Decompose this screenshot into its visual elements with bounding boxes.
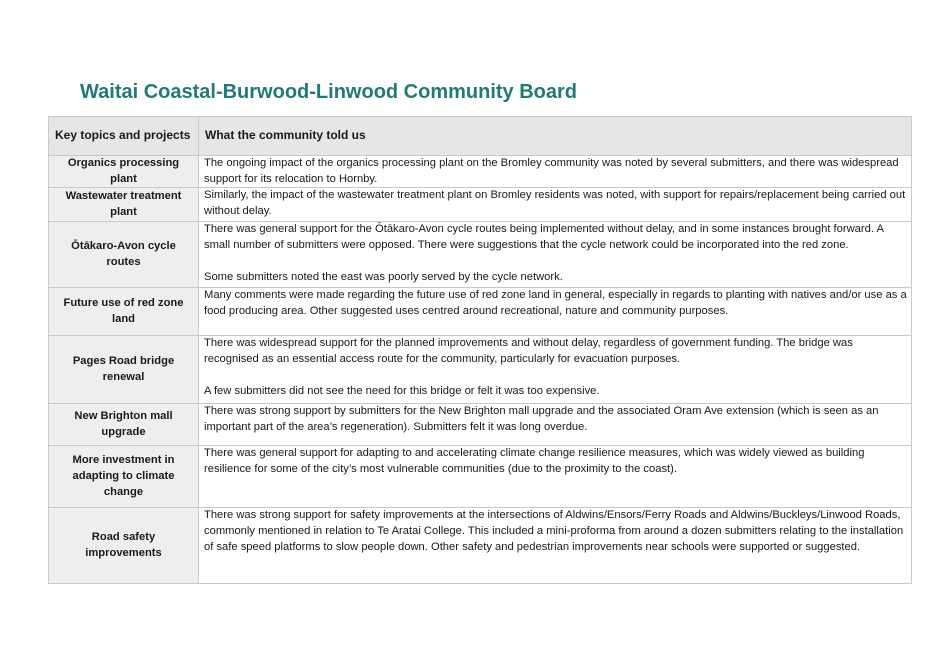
feedback-paragraph: A few submitters did not see the need for this bridge or felt it was too expensive. [204, 384, 600, 397]
feedback-paragraph: Some submitters noted the east was poorly served by the cycle network. [204, 270, 563, 283]
feedback-paragraph: There was general support for adapting to and accelerating climate change resilience measures, which was widely viewed as building resilience for some of the city’s most vulnerable communities (due to the proximity to the coast). [204, 447, 865, 476]
topic-cell: Organics processing plant [49, 156, 199, 188]
feedback-cell [199, 508, 912, 584]
topic-cell: More investment in adapting to climate change [49, 446, 199, 508]
table-row [49, 336, 912, 404]
feedback-paragraph: Similarly, the impact of the wastewater treatment plant on Bromley residents was noted, with support for repairs/replacement being carried out without delay. [204, 189, 906, 218]
topic-cell: Pages Road bridge renewal [49, 336, 199, 404]
feedback-cell [199, 156, 912, 188]
table-row [49, 156, 912, 188]
feedback-paragraph: There was general support for the Ōtākaro-Avon cycle routes being implemented without delay, and in some instances brought forward. A small number of submitters were opposed. There were suggestions that the cycle network could be incorporated into the red zone. [204, 223, 884, 252]
feedback-paragraph: There was widespread support for the planned improvements and without delay, regardless of government funding. The bridge was recognised as an essential access route for the community, particularly for evacuation purposes. [204, 337, 853, 366]
topic-cell: New Brighton mall upgrade [49, 404, 199, 446]
feedback-cell [199, 188, 912, 222]
feedback-cell [199, 222, 912, 288]
feedback-cell [199, 446, 912, 508]
table-row [49, 404, 912, 446]
header-community-feedback: What the community told us [199, 117, 912, 156]
feedback-paragraph: There was strong support by submitters for the New Brighton mall upgrade and the associated Oram Ave extension (which is seen as an important part of the area’s regeneration). Submitters felt it was long overdue. [204, 405, 879, 434]
community-feedback-table [48, 116, 912, 584]
table-row [49, 222, 912, 288]
table-row [49, 288, 912, 336]
feedback-paragraph: Many comments were made regarding the future use of red zone land in general, especially in regards to planting with natives and/or use as a food producing area. Other suggested uses centred around recreational, nature and community purposes. [204, 289, 907, 318]
header-key-topics: Key topics and projects [49, 117, 199, 156]
topic-cell: Future use of red zone land [49, 288, 199, 336]
feedback-cell [199, 336, 912, 404]
table-row [49, 188, 912, 222]
page-title: Waitai Coastal-Burwood-Linwood Community Board [80, 81, 578, 103]
table-row [49, 508, 912, 584]
topic-cell: Ōtākaro-Avon cycle routes [49, 222, 199, 288]
feedback-paragraph: There was strong support for safety improvements at the intersections of Aldwins/Ensors/Ferry Roads and Aldwins/Buckleys/Linwood Roads, commonly mentioned in relation to Te Aratai College. This included a mini-proforma from around a dozen submitters relating to the installation of safe speed platforms to slow people down. Other safety and pedestrian improvements near schools were supported or suggested. [204, 509, 904, 553]
feedback-paragraph: The ongoing impact of the organics processing plant on the Bromley community was noted by several submitters, and there was widespread support for its relocation to Hornby. [204, 157, 899, 185]
topic-cell: Road safety improvements [49, 508, 199, 584]
feedback-cell [199, 288, 912, 336]
table-row [49, 446, 912, 508]
feedback-cell [199, 404, 912, 446]
topic-cell: Wastewater treatment plant [49, 188, 199, 222]
table-header-row [49, 117, 912, 156]
